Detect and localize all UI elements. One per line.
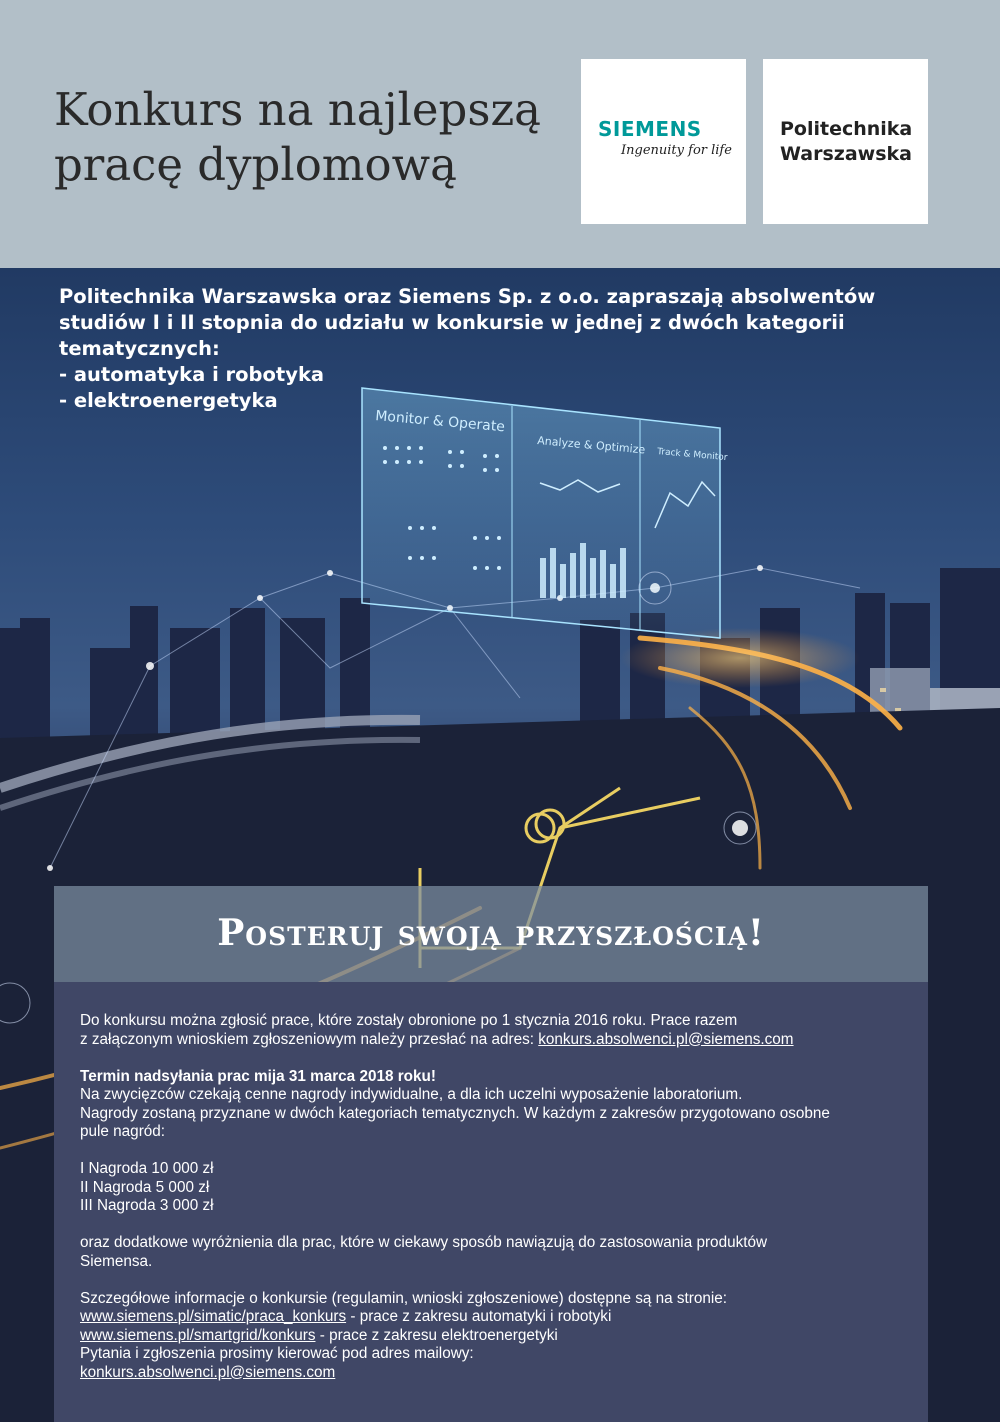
link2-line [80, 1327, 910, 1346]
politechnika-line-2: Warszawska [780, 143, 912, 165]
intro-line-3: tematycznych: [59, 337, 220, 360]
page-title [54, 82, 574, 192]
link1-line [80, 1308, 910, 1327]
slogan-band [54, 886, 928, 982]
simatic-link[interactable]: www.siemens.pl/simatic/praca_konkurs [80, 1308, 347, 1325]
p1-line-2 [80, 1031, 910, 1050]
link2-suffix: - prace z zakresu elektroenergetyki [315, 1326, 558, 1344]
siemens-logo[interactable] [581, 59, 746, 224]
prize-1: I Nagroda 10 000 zł [80, 1160, 214, 1177]
p2-line-1: Na zwycięzców czekają cenne nagrody indywidualne, a dla ich uczelni wyposażenie laboratorium. [80, 1086, 743, 1103]
smartgrid-link[interactable]: www.siemens.pl/smartgrid/konkurs [80, 1326, 316, 1344]
politechnika-wordmark [780, 117, 912, 167]
p2-line-2: Nagrody zostaną przyznane w dwóch kategoriach tematycznych. W każdym z zakresów przygotowano osobne [80, 1104, 830, 1122]
spacer [80, 1049, 910, 1068]
intro-category-1: - automatyka i robotyka [59, 363, 325, 386]
spacer [80, 1216, 910, 1235]
intro-text [59, 284, 879, 414]
p3-line-2: Siemensa. [80, 1252, 153, 1270]
intro-category-2: - elektroenergetyka [59, 389, 278, 412]
dashboard-label-3: Track & Monitor [656, 447, 728, 464]
p3-line-1: oraz dodatkowe wyróżnienia dla prac, które w ciekawy sposób nawiązują do zastosowania produktów [80, 1234, 768, 1251]
p1-line-1: Do konkursu można zgłosić prace, które zostały obronione po 1 stycznia 2016 roku. Prace razem [80, 1012, 738, 1029]
p4-line-1: Szczegółowe informacje o konkursie (regulamin, wnioski zgłoszeniowe) dostępne są na stronie: [80, 1289, 728, 1307]
deadline-text: Termin nadsyłania prac mija 31 marca 2018 roku! [80, 1067, 436, 1085]
dashboard-label-2: Analyze & Optimize [536, 434, 646, 457]
p2-line-3: pule nagród: [80, 1123, 166, 1140]
intro-line-2: studiów I i II stopnia do udziału w konkursie w jednej z dwóch kategorii [59, 311, 845, 334]
slogan-heading: Posteruj swoją przyszłością! [217, 912, 765, 954]
link1-suffix: - prace z zakresu automatyki i robotyki [346, 1308, 612, 1325]
siemens-tagline: Ingenuity for life [621, 143, 732, 158]
holo-dashboard [362, 388, 728, 638]
p1-line-2-prefix: z załączonym wnioskiem zgłoszeniowym należy przesłać na adres: [80, 1030, 539, 1048]
details-panel [54, 982, 928, 1422]
prize-3: III Nagroda 3 000 zł [80, 1197, 214, 1214]
header [0, 0, 1000, 268]
spacer [80, 1142, 910, 1161]
intro-line-1: Politechnika Warszawska oraz Siemens Sp. z o.o. zapraszają absolwentów [59, 285, 876, 308]
title-line-2: pracę dyplomową [54, 138, 457, 191]
p5-line-1: Pytania i zgłoszenia prosimy kierować pod adres mailowy: [80, 1345, 474, 1362]
contact-email-link[interactable]: konkurs.absolwenci.pl@siemens.com [80, 1363, 336, 1381]
details-text [80, 1012, 910, 1382]
spacer [80, 1271, 910, 1290]
politechnika-line-1: Politechnika [780, 118, 913, 140]
title-line-1: Konkurs na najlepszą [54, 83, 541, 136]
prize-2: II Nagroda 5 000 zł [80, 1178, 210, 1196]
dashboard-label-1: Monitor & Operate [374, 408, 506, 436]
email-link[interactable]: konkurs.absolwenci.pl@siemens.com [538, 1030, 794, 1048]
siemens-wordmark: SIEMENS [598, 117, 702, 141]
politechnika-logo[interactable] [763, 59, 928, 224]
